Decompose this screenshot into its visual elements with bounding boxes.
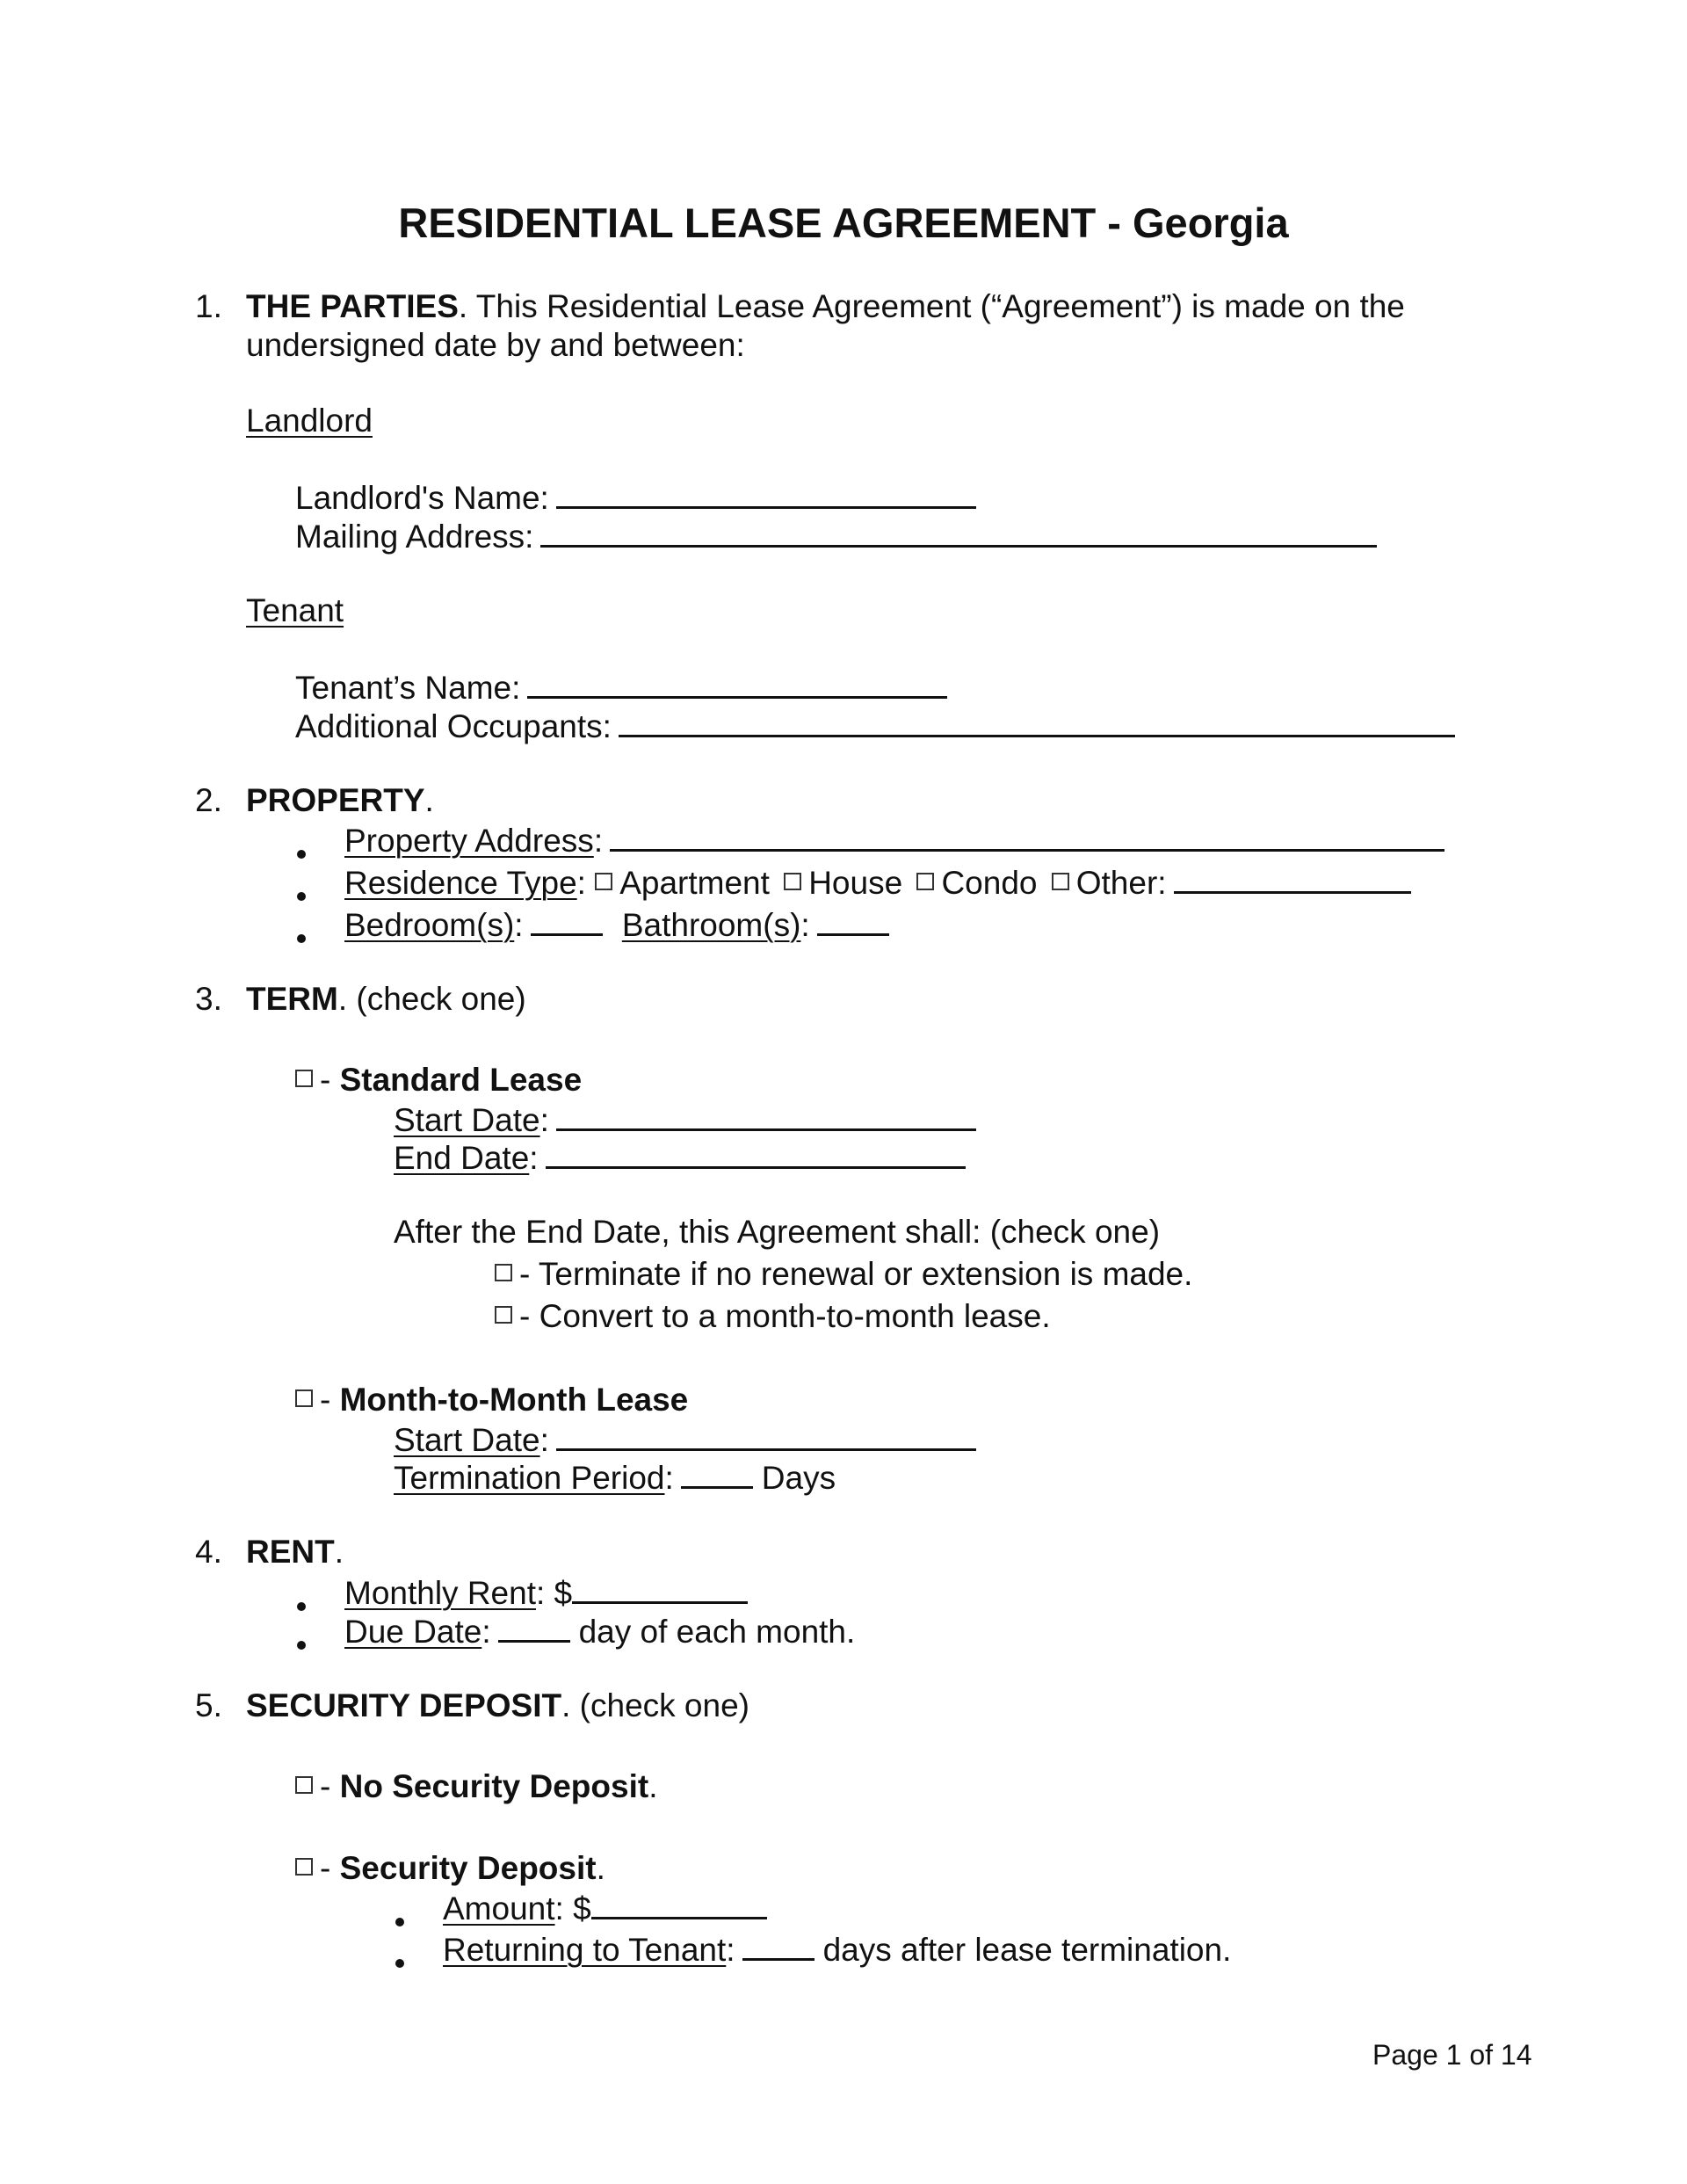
start-date-label: Start Date	[394, 1102, 540, 1138]
mailing-address-label: Mailing Address:	[295, 519, 534, 555]
section-1-heading: THE PARTIES	[246, 288, 459, 324]
colon: :	[539, 1422, 549, 1458]
condo-option: Condo	[941, 865, 1038, 901]
section-1-intro	[246, 290, 1405, 323]
section-4-heading: RENT	[246, 1534, 335, 1570]
convert-label: - Convert to a month-to-month lease.	[519, 1298, 1051, 1334]
mtm-start-date-row	[394, 1422, 976, 1456]
section-2-dot: .	[424, 782, 434, 818]
tenant-name-field[interactable]	[527, 670, 947, 699]
tenant-name-label: Tenant’s Name:	[295, 670, 521, 706]
terminate-label: - Terminate if no renewal or extension is made.	[519, 1256, 1193, 1292]
end-date-label: End Date	[394, 1140, 530, 1176]
amount-label: Amount	[443, 1890, 555, 1926]
returning-field[interactable]	[742, 1932, 815, 1961]
mtm-start-date-label: Start Date	[394, 1422, 540, 1458]
termination-period-label: Termination Period	[394, 1460, 665, 1496]
bathrooms-field[interactable]	[817, 907, 889, 936]
monthly-rent-label: Monthly Rent	[344, 1575, 536, 1611]
section-1-number: 1.	[195, 288, 222, 324]
property-address-field[interactable]	[610, 823, 1444, 852]
month-to-month-label: Month-to-Month Lease	[339, 1382, 689, 1418]
bullet-icon	[395, 1899, 404, 1932]
dash: -	[320, 1382, 331, 1418]
condo-checkbox[interactable]	[916, 873, 934, 890]
deposit-checkbox[interactable]	[295, 1858, 313, 1876]
tenant-label: Tenant	[246, 592, 344, 628]
deposit-label: Security Deposit	[339, 1850, 597, 1886]
colon: :	[481, 1614, 491, 1650]
mailing-address-field[interactable]	[540, 519, 1377, 548]
dash: -	[320, 1768, 331, 1804]
bathrooms-label: Bathroom(s)	[621, 907, 801, 943]
house-checkbox[interactable]	[784, 873, 801, 890]
other-field[interactable]	[1174, 865, 1411, 894]
due-date-field[interactable]	[498, 1614, 570, 1643]
property-address-label: Property Address	[344, 823, 594, 859]
dot: .	[648, 1768, 658, 1804]
end-date-row	[394, 1140, 966, 1174]
additional-occupants-field[interactable]	[619, 708, 1455, 737]
apartment-checkbox[interactable]	[595, 873, 612, 890]
terminate-checkbox[interactable]	[495, 1264, 512, 1281]
amount-row	[443, 1890, 767, 1925]
section-5-heading: SECURITY DEPOSIT	[246, 1687, 562, 1723]
additional-occupants-label: Additional Occupants:	[295, 708, 612, 744]
other-option: Other:	[1075, 865, 1167, 901]
terminate-row	[495, 1258, 1192, 1290]
section-3-heading: TERM	[246, 981, 338, 1017]
termination-period-row	[394, 1460, 836, 1494]
landlord-name-row	[295, 480, 976, 514]
no-deposit-checkbox[interactable]	[295, 1776, 313, 1794]
bullet-icon	[297, 874, 306, 906]
termination-period-field[interactable]	[681, 1460, 753, 1489]
section-2-heading: PROPERTY	[246, 782, 425, 818]
standard-lease-row	[295, 1063, 582, 1096]
standard-start-date-row	[394, 1102, 976, 1136]
section-4-dot: .	[334, 1534, 344, 1570]
section-2-number: 2.	[195, 782, 222, 818]
colon: :	[576, 865, 586, 901]
colon: :	[593, 823, 604, 859]
section-2-heading-row	[246, 784, 434, 816]
standard-start-date-field[interactable]	[556, 1102, 976, 1131]
convert-checkbox[interactable]	[495, 1306, 512, 1324]
returning-label: Returning to Tenant	[443, 1932, 727, 1968]
landlord-name-label: Landlord's Name:	[295, 480, 549, 516]
dash: -	[320, 1850, 331, 1886]
other-checkbox[interactable]	[1052, 873, 1069, 890]
end-date-field[interactable]	[546, 1140, 966, 1169]
colon: :	[664, 1460, 674, 1496]
due-date-suffix: day of each month.	[578, 1614, 856, 1650]
no-deposit-row	[295, 1770, 657, 1803]
tenant-name-row	[295, 670, 947, 704]
bullet-icon	[297, 1622, 306, 1655]
returning-suffix: days after lease termination.	[822, 1932, 1232, 1968]
convert-row	[495, 1300, 1051, 1332]
due-date-label: Due Date	[344, 1614, 482, 1650]
colon: :	[529, 1140, 539, 1176]
bullet-icon	[297, 831, 306, 864]
bullet-icon	[297, 1584, 306, 1616]
colon: :	[514, 907, 524, 943]
section-3-heading-row	[246, 983, 526, 1015]
document-title: RESIDENTIAL LEASE AGREEMENT - Georgia	[398, 200, 1289, 246]
section-4-number: 4.	[195, 1534, 222, 1570]
section-1-text-a: . This Residential Lease Agreement (“Agreement”) is made on the	[458, 288, 1405, 324]
section-5-heading-row	[246, 1689, 749, 1722]
section-3-number: 3.	[195, 981, 222, 1017]
mailing-address-row	[295, 519, 1377, 553]
colon: :	[539, 1102, 549, 1138]
after-end-date-text: After the End Date, this Agreement shall: (check one)	[394, 1214, 1161, 1250]
bedrooms-field[interactable]	[531, 907, 603, 936]
due-date-row	[344, 1614, 855, 1648]
monthly-rent-field[interactable]	[572, 1575, 748, 1604]
colon: :	[726, 1932, 735, 1968]
section-5-note: . (check one)	[561, 1687, 749, 1723]
apartment-option: Apartment	[619, 865, 770, 901]
section-4-heading-row	[246, 1535, 344, 1568]
standard-lease-checkbox[interactable]	[295, 1070, 313, 1087]
page-number: Page 1 of 14	[1372, 2039, 1532, 2071]
dash: -	[320, 1062, 331, 1098]
month-to-month-checkbox[interactable]	[295, 1389, 313, 1407]
section-5-number: 5.	[195, 1687, 222, 1723]
month-to-month-row	[295, 1383, 688, 1416]
colon: :	[800, 907, 810, 943]
no-deposit-label: No Security Deposit	[339, 1768, 649, 1804]
standard-lease-label: Standard Lease	[339, 1062, 583, 1098]
additional-occupants-row	[295, 708, 1455, 743]
dot: .	[596, 1850, 605, 1886]
days-label: Days	[761, 1460, 836, 1496]
residence-type-row	[344, 865, 1411, 899]
monthly-rent-row	[344, 1575, 748, 1609]
bullet-icon	[395, 1941, 404, 1973]
residence-type-label: Residence Type	[344, 865, 577, 901]
dollar-sign: : $	[536, 1575, 573, 1611]
bullet-icon	[297, 916, 306, 948]
section-1-text-b: undersigned date by and between:	[246, 327, 745, 363]
property-address-row	[344, 823, 1444, 857]
landlord-name-field[interactable]	[556, 480, 976, 509]
returning-row	[443, 1932, 1231, 1966]
mtm-start-date-field[interactable]	[556, 1422, 976, 1451]
rooms-row	[344, 907, 889, 941]
deposit-row	[295, 1852, 605, 1884]
amount-field[interactable]	[591, 1890, 767, 1919]
section-3-note: . (check one)	[337, 981, 526, 1017]
dollar-sign: : $	[554, 1890, 591, 1926]
landlord-label: Landlord	[246, 403, 373, 439]
house-option: House	[808, 865, 903, 901]
bedrooms-label: Bedroom(s)	[344, 907, 515, 943]
